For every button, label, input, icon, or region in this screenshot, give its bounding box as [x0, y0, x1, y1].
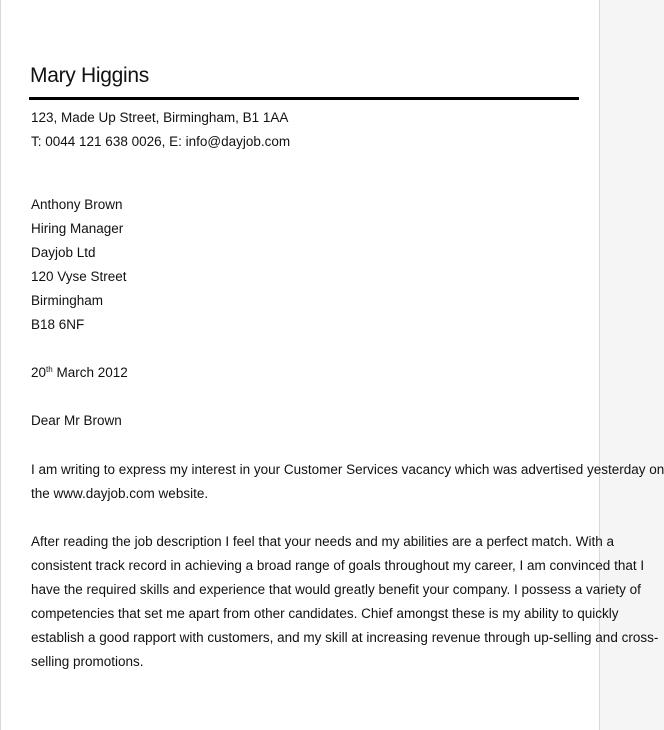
paragraph-line: selling promotions.: [31, 654, 144, 669]
paragraph-line: After reading the job description I feel that your needs and my abilities are a perfect match. With a: [31, 534, 615, 549]
recipient-address-block: [31, 193, 127, 337]
sender-name: Mary Higgins: [30, 64, 149, 87]
paragraph-line: the www.dayjob.com website.: [31, 486, 209, 501]
paragraph-2: [31, 530, 658, 674]
sender-phone-email: T: 0044 121 638 0026, E: info@dayjob.com: [31, 134, 291, 149]
recipient-line: B18 6NF: [31, 317, 85, 332]
salutation: Dear Mr Brown: [31, 413, 122, 428]
recipient-line: Birmingham: [31, 293, 104, 308]
paragraph-line: have the required skills and experience that would greatly benefit your company. I possess a variety of: [31, 582, 641, 597]
date-suffix: th: [46, 365, 53, 374]
paragraph-line: consistent track record in achieving a broad range of goals throughout my career, I am convinced that I: [31, 558, 645, 573]
paragraph-line: competencies that set me apart from other candidates. Chief amongst these is my ability to quickly: [31, 606, 619, 621]
sender-contact-block: [31, 106, 290, 154]
recipient-line: Dayjob Ltd: [31, 245, 96, 260]
paragraph-line: I am writing to express my interest in your Customer Services vacancy which was advertised yesterday on: [31, 462, 664, 477]
date-month-year: March 2012: [52, 365, 128, 380]
letter-date: [31, 361, 128, 385]
recipient-line: Hiring Manager: [31, 221, 124, 236]
sender-address: 123, Made Up Street, Birmingham, B1 1AA: [31, 110, 289, 125]
date-day: 20: [31, 365, 47, 380]
header-divider: [29, 97, 579, 100]
paragraph-line: establish a good rapport with customers, and my skill at increasing revenue through up-selling and cross-: [31, 630, 659, 645]
paragraph-1: [31, 458, 664, 506]
recipient-line: 120 Vyse Street: [31, 269, 127, 284]
recipient-line: Anthony Brown: [31, 197, 123, 212]
